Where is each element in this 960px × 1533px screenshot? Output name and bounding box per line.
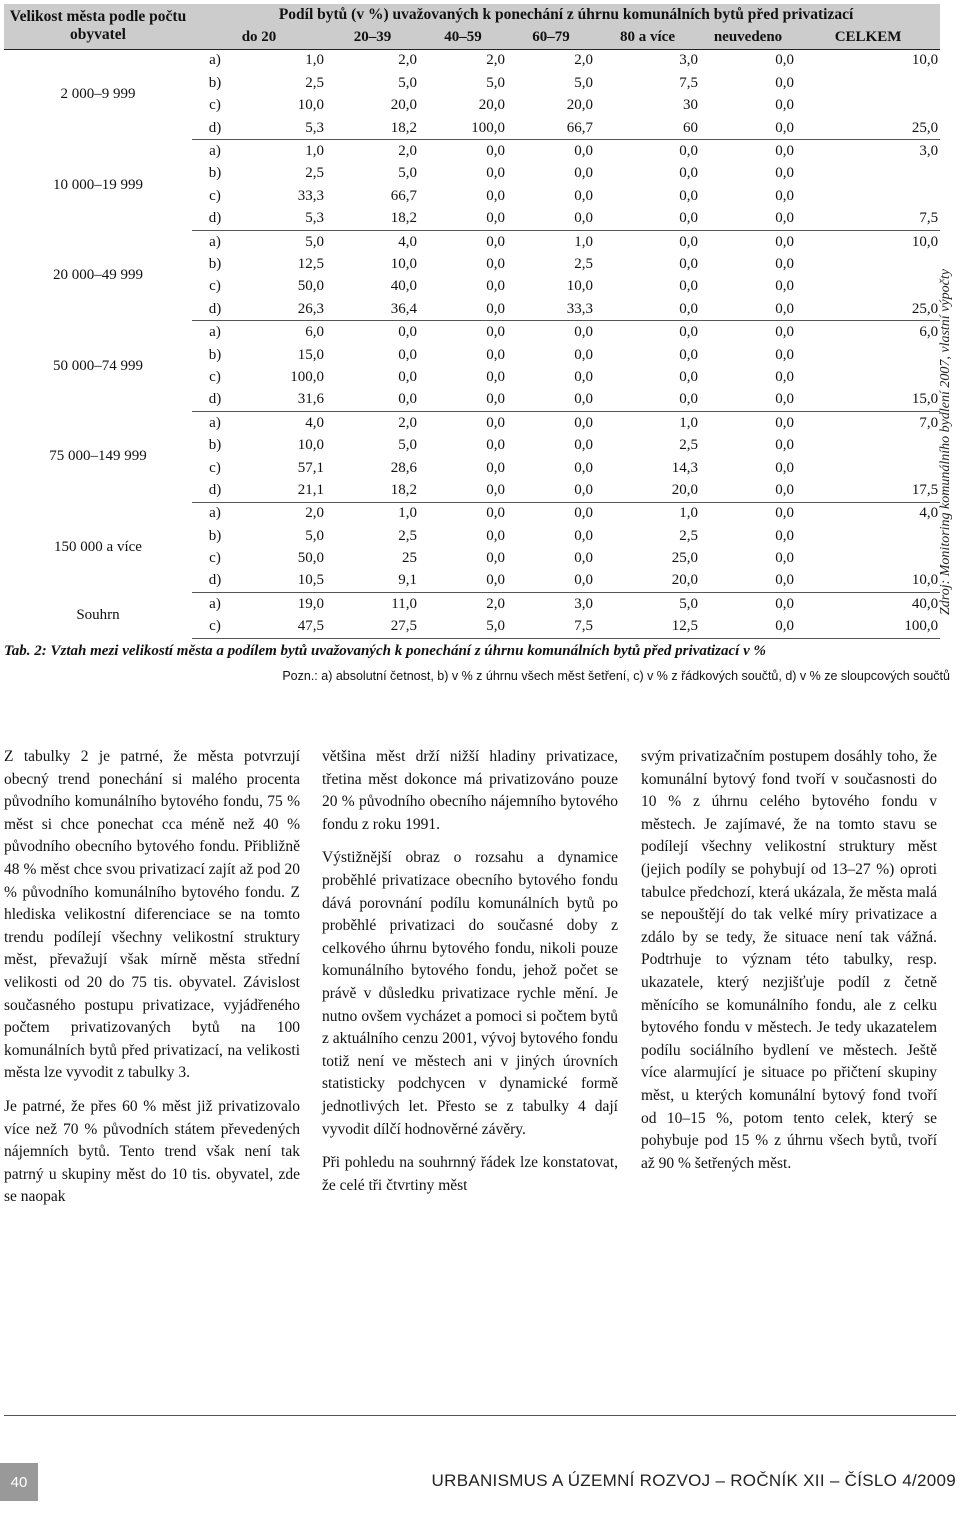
column-header: 20–39 xyxy=(326,26,419,49)
header-size-column: Velikost města podle počtu obyvatel xyxy=(4,4,192,49)
table-cell: 0,0 xyxy=(486,346,505,363)
table-cell: 0,0 xyxy=(679,368,698,385)
table-cell: 0,0 xyxy=(326,389,419,412)
table-cell: 0,0 xyxy=(775,527,794,544)
table-cell: 31,6 xyxy=(238,389,326,412)
table-cell: 5,3 xyxy=(238,208,326,231)
table-cell: 1,0 xyxy=(679,414,698,431)
row-label: a) xyxy=(209,324,221,341)
row-label: b) xyxy=(208,437,222,454)
table-cell: 5,0 xyxy=(398,165,417,182)
table-note: Pozn.: a) absolutní četnost, b) v % z úhrnu všech měst šetření, c) v % z řádkových součtů, d) v % ze sloupcových součtů xyxy=(282,669,950,683)
row-label: a) xyxy=(209,505,221,522)
table-cell: 0,0 xyxy=(486,368,505,385)
table-cell: 40,0 xyxy=(390,278,417,295)
row-label: c) xyxy=(209,368,221,385)
column-header: 40–59 xyxy=(419,26,507,49)
table-cell: 0,0 xyxy=(398,368,417,385)
row-label: c) xyxy=(209,550,221,567)
row-label: d) xyxy=(192,117,238,140)
table-cell: 0,0 xyxy=(486,527,505,544)
column-header: 80 a více xyxy=(595,26,700,49)
table-caption: Tab. 2: Vztah mezi velikostí města a podílem bytů uvažovaných k ponechání z úhrnu komunálních bytů před privatizací v % xyxy=(4,643,766,659)
row-label: b) xyxy=(208,165,222,182)
table-cell: 2,0 xyxy=(574,52,593,69)
row-label: d) xyxy=(192,298,238,321)
column-header: 60–79 xyxy=(507,26,595,49)
table-cell: 10,0 xyxy=(297,437,324,454)
table-cell: 0,0 xyxy=(679,255,698,272)
table-cell: 0,0 xyxy=(574,437,593,454)
text-column-3 xyxy=(641,746,937,1186)
table-cell: 0,0 xyxy=(775,324,794,341)
table-body xyxy=(4,49,940,638)
table-cell: 10,0 xyxy=(796,570,940,593)
table-cell: 0,0 xyxy=(398,346,417,363)
table-cell: 20,0 xyxy=(566,97,593,114)
row-label: c) xyxy=(209,459,221,476)
table-cell: 0,0 xyxy=(700,117,796,140)
row-label: a) xyxy=(209,595,221,612)
table-cell: 3,0 xyxy=(919,143,939,160)
table-cell: 0,0 xyxy=(700,616,796,639)
table-cell: 0,0 xyxy=(507,389,595,412)
table-cell: 0,0 xyxy=(700,570,796,593)
table-cell: 0,0 xyxy=(775,278,794,295)
table-cell: 0,0 xyxy=(595,298,700,321)
table-cell xyxy=(796,434,940,456)
table-cell xyxy=(796,72,940,94)
table-cell: 0,0 xyxy=(700,298,796,321)
table-cell xyxy=(796,163,940,185)
table-cell: 0,0 xyxy=(574,143,593,160)
table-cell: 0,0 xyxy=(419,298,507,321)
table-cell xyxy=(796,344,940,366)
table-cell: 10,0 xyxy=(911,52,939,69)
table-cell: 0,0 xyxy=(775,346,794,363)
table-cell: 0,0 xyxy=(486,505,505,522)
table-cell: 0,0 xyxy=(419,479,507,502)
table-cell xyxy=(796,525,940,547)
table-row xyxy=(4,140,940,163)
table-cell xyxy=(796,253,940,275)
header-share-title: Podíl bytů (v %) uvažovaných k ponechání z úhrnu komunálních bytů před privatizací xyxy=(192,4,940,26)
table-cell: 0,0 xyxy=(775,595,794,612)
table-cell: 0,0 xyxy=(775,187,794,204)
table-cell: 20,0 xyxy=(595,570,700,593)
table-cell: 2,5 xyxy=(574,255,593,272)
table-cell: 0,0 xyxy=(679,187,698,204)
table-cell xyxy=(796,366,940,388)
city-size-label: 50 000–74 999 xyxy=(53,357,143,374)
table-cell: 0,0 xyxy=(679,346,698,363)
table-cell: 1,0 xyxy=(305,52,324,69)
table-cell: 12,5 xyxy=(595,616,700,639)
table-cell: 0,0 xyxy=(574,165,593,182)
table-cell xyxy=(796,185,940,207)
table-cell: 0,0 xyxy=(486,187,505,204)
table-cell: 0,0 xyxy=(419,208,507,231)
paragraph: Výstižnější obraz o rozsahu a dynamice proběhlé privatizace obecního bytového fondu dává porovnání podílu komunálních bytů po proběhlé privatizaci do současné doby z celkového úhrnu bytového fondu, nikoli pouze komunálního bytového fondu, jehož počet se právě v důsledku privatizace rychle mění. Je nutno ovšem vycházet a pomoci si počtem bytů z aktuálního cenzu 2001, vývoj bytového fondu totiž není ve městech ani v jiných úrovních statisticky podchycen v dynamické formě jednotlivých let. Přesto se z tabulky 4 dají vyvodit dílčí hodnověrné závěry. xyxy=(322,849,618,1138)
table-cell: 0,0 xyxy=(486,233,505,250)
table-cell: 1,0 xyxy=(679,505,698,522)
table-row xyxy=(4,230,940,253)
table-cell: 1,0 xyxy=(574,233,593,250)
row-label: b) xyxy=(208,527,222,544)
table-cell: 25,0 xyxy=(671,550,698,567)
table-cell: 10,0 xyxy=(911,233,939,250)
table-cell: 7,5 xyxy=(679,74,698,91)
table-cell: 15,0 xyxy=(297,346,324,363)
table-cell: 5,3 xyxy=(238,117,326,140)
table-cell: 0,0 xyxy=(679,143,698,160)
table-cell: 0,0 xyxy=(486,437,505,454)
paragraph: svým privatizačním postupem dosáhly toho, že komunální bytový fond tvoří v současnosti do 10 % z úhrnu celého bytového fondu v městech. Je zajímavé, že na tomto stavu se podílejí všechny velikostní struktury měst (jejich podíly se pohybují od 13–27 %) oproti tabulce předchozí, která ukázala, že města malá se nepouštějí do tak velké míry privatizace a zdálo by se tedy, že situace není tak vážná. Podtrhuje to význam této tabulky, resp. ukazatele, který nezjišťuje podíl z četně měnícího se komunálního fondu, ale z celku bytového fondu v městech. Je tedy ukazatelem podílu sociálního bydlení ve městech. Ještě více alarmující je situace po přičtení skupiny měst, u kterých komunální bytový fond tvoří od 10–15 %, potom tento celek, který se pohybuje pod 15 % z úhrnu všech bytů, tvoří až 90 % šetřených měst. xyxy=(641,748,937,1172)
table-cell: 0,0 xyxy=(679,278,698,295)
table-cell: 9,1 xyxy=(326,570,419,593)
paragraph: většina měst drží nižší hladiny privatizace, třetina měst dokonce má privatizováno pouze 20 % původního obecního nájemního bytového fondu z roku 1991. xyxy=(322,748,618,833)
table-cell: 18,2 xyxy=(326,479,419,502)
table-cell: 20,0 xyxy=(478,97,505,114)
table-cell: 27,5 xyxy=(326,616,419,639)
city-size-label: 75 000–149 999 xyxy=(49,448,147,465)
footer-divider xyxy=(4,1415,956,1416)
table-cell: 0,0 xyxy=(574,346,593,363)
table-cell: 100,0 xyxy=(796,616,940,639)
table-cell: 0,0 xyxy=(700,208,796,231)
row-label: b) xyxy=(208,255,222,272)
table-cell: 14,3 xyxy=(671,459,698,476)
table-cell: 50,0 xyxy=(297,550,324,567)
table-cell: 28,6 xyxy=(390,459,417,476)
table-cell: 40,0 xyxy=(911,595,939,612)
table-cell: 0,0 xyxy=(775,143,794,160)
table-cell: 0,0 xyxy=(679,165,698,182)
table-cell: 0,0 xyxy=(507,479,595,502)
row-label: d) xyxy=(192,479,238,502)
row-label: b) xyxy=(208,346,222,363)
city-size-label: 2 000–9 999 xyxy=(60,86,136,103)
table-cell: 0,0 xyxy=(700,389,796,412)
table-cell: 2,0 xyxy=(486,595,505,612)
table-cell: 0,0 xyxy=(775,505,794,522)
table-cell: 10,0 xyxy=(566,278,593,295)
table-cell: 0,0 xyxy=(679,233,698,250)
table-cell: 4,0 xyxy=(305,414,324,431)
table-cell: 1,0 xyxy=(305,143,324,160)
table-cell: 0,0 xyxy=(775,414,794,431)
table-cell: 26,3 xyxy=(238,298,326,321)
table-cell: 17,5 xyxy=(796,479,940,502)
table-cell: 0,0 xyxy=(486,165,505,182)
table-cell: 0,0 xyxy=(574,505,593,522)
table-cell: 4,0 xyxy=(919,505,939,522)
table-cell: 0,0 xyxy=(574,550,593,567)
table-cell: 0,0 xyxy=(775,233,794,250)
table-cell: 60 xyxy=(595,117,700,140)
column-header: neuvedeno xyxy=(700,26,796,49)
table-row xyxy=(4,412,940,435)
table-cell: 0,0 xyxy=(486,459,505,476)
row-label: a) xyxy=(209,233,221,250)
paragraph: Při pohledu na souhrnný řádek lze konstatovat, že celé tři čtvrtiny měst xyxy=(322,1154,618,1194)
table-cell: 0,0 xyxy=(574,527,593,544)
table-cell: 11,0 xyxy=(391,595,417,612)
table-cell: 66,7 xyxy=(507,117,595,140)
row-label: d) xyxy=(192,208,238,231)
text-column-2 xyxy=(322,746,618,1208)
table-cell: 4,0 xyxy=(398,233,417,250)
table-cell: 0,0 xyxy=(574,459,593,476)
table-cell: 0,0 xyxy=(775,97,794,114)
table-cell: 10,0 xyxy=(390,255,417,272)
table-cell: 5,0 xyxy=(305,527,324,544)
table-cell: 20,0 xyxy=(595,479,700,502)
table-cell: 20,0 xyxy=(390,97,417,114)
table-cell: 5,0 xyxy=(574,74,593,91)
table-cell: 2,5 xyxy=(305,74,324,91)
table-cell: 47,5 xyxy=(238,616,326,639)
table-cell: 0,0 xyxy=(595,389,700,412)
table-cell: 0,0 xyxy=(574,368,593,385)
row-label: c) xyxy=(192,616,238,639)
source-note: Zdroj: Monitoring komunálního bydlení 2007, vlastní výpočty xyxy=(938,269,953,615)
data-table xyxy=(4,4,940,639)
row-label: a) xyxy=(209,143,221,160)
table-cell: 15,0 xyxy=(796,389,940,412)
text-column-1 xyxy=(4,746,300,1220)
table-cell: 10,5 xyxy=(238,570,326,593)
table-cell: 19,0 xyxy=(297,595,324,612)
table-cell: 5,0 xyxy=(679,595,698,612)
table-cell: 5,0 xyxy=(486,74,505,91)
table-cell: 0,0 xyxy=(574,324,593,341)
table-cell: 66,7 xyxy=(390,187,417,204)
table-cell: 0,0 xyxy=(679,324,698,341)
table-cell: 0,0 xyxy=(775,74,794,91)
table-cell: 6,0 xyxy=(305,324,324,341)
table-cell: 5,0 xyxy=(398,437,417,454)
table-cell: 18,2 xyxy=(326,117,419,140)
row-label: c) xyxy=(209,97,221,114)
table-cell: 0,0 xyxy=(507,570,595,593)
table-cell: 0,0 xyxy=(775,459,794,476)
row-label: d) xyxy=(192,570,238,593)
row-label: a) xyxy=(209,52,221,69)
table-cell: 21,1 xyxy=(238,479,326,502)
data-table-wrapper xyxy=(4,4,940,635)
table-cell: 0,0 xyxy=(507,208,595,231)
row-label: a) xyxy=(209,414,221,431)
table-cell: 2,5 xyxy=(679,527,698,544)
table-cell: 5,0 xyxy=(305,233,324,250)
table-row xyxy=(4,502,940,525)
table-cell: 6,0 xyxy=(919,324,939,341)
table-cell: 7,5 xyxy=(507,616,595,639)
table-cell: 100,0 xyxy=(290,368,324,385)
row-label: c) xyxy=(209,187,221,204)
table-cell: 12,5 xyxy=(297,255,324,272)
table-cell: 30 xyxy=(683,97,698,114)
city-size-label: 10 000–19 999 xyxy=(53,176,143,193)
table-cell: 18,2 xyxy=(326,208,419,231)
table-cell: 0,0 xyxy=(775,255,794,272)
table-cell: 0,0 xyxy=(700,479,796,502)
table-cell: 0,0 xyxy=(419,389,507,412)
table-cell: 0,0 xyxy=(486,255,505,272)
table-cell: 10,0 xyxy=(297,97,324,114)
table-cell: 36,4 xyxy=(326,298,419,321)
table-cell: 0,0 xyxy=(486,550,505,567)
table-cell xyxy=(796,457,940,479)
table-cell: 3,0 xyxy=(574,595,593,612)
table-cell: 2,0 xyxy=(398,52,417,69)
table-cell: 0,0 xyxy=(595,208,700,231)
table-cell: 7,0 xyxy=(919,414,939,431)
table-cell: 50,0 xyxy=(297,278,324,295)
table-cell: 0,0 xyxy=(775,550,794,567)
table-cell: 1,0 xyxy=(398,505,417,522)
table-cell: 3,0 xyxy=(679,52,698,69)
table-cell: 2,5 xyxy=(679,437,698,454)
paragraph: Z tabulky 2 je patrné, že města potvrzují obecný trend ponechání si malého procenta původního komunálního bytového fondu, 75 % měst si chce ponechat cca méně než 40 % původního obecního bytového fondu. Přibližně 48 % měst chce svou privatizací zajít až pod 20 % původního komunálního bytového fondu. Z hlediska velikostní diferenciace se na tomto trendu podílejí všechny velikostní struktury měst, převažují však mírně města střední velikosti od 20 do 75 tis. obyvatel. Závislost současného postupu privatizace, vyjádřeného počtem privatizovaných bytů na 100 komunálních bytů před privatizací, na velikosti města lze vyvodit z tabulky 3. xyxy=(4,748,300,1082)
table-cell: 0,0 xyxy=(775,368,794,385)
city-size-label: Souhrn xyxy=(76,607,120,624)
table-cell xyxy=(796,95,940,117)
row-label: c) xyxy=(209,278,221,295)
table-cell xyxy=(796,276,940,298)
city-size-label: 150 000 a více xyxy=(54,538,142,555)
table-cell: 2,0 xyxy=(486,52,505,69)
row-label: b) xyxy=(208,74,222,91)
table-cell: 0,0 xyxy=(775,52,794,69)
table-row xyxy=(4,321,940,344)
table-cell: 2,0 xyxy=(398,143,417,160)
table-cell: 0,0 xyxy=(486,324,505,341)
table-cell: 7,5 xyxy=(796,208,940,231)
table-cell: 2,5 xyxy=(398,527,417,544)
table-cell: 33,3 xyxy=(297,187,324,204)
table-cell: 2,0 xyxy=(305,505,324,522)
column-header: CELKEM xyxy=(796,26,940,49)
journal-footer: URBANISMUS A ÚZEMNÍ ROZVOJ – ROČNÍK XII – ČÍSLO 4/2009 xyxy=(431,1471,956,1490)
table-cell: 25,0 xyxy=(796,117,940,140)
column-header: do 20 xyxy=(192,26,326,49)
table-cell: 0,0 xyxy=(486,143,505,160)
table-cell: 0,0 xyxy=(486,414,505,431)
city-size-label: 20 000–49 999 xyxy=(53,267,143,284)
table-cell: 2,5 xyxy=(305,165,324,182)
table-cell: 0,0 xyxy=(419,570,507,593)
table-cell: 5,0 xyxy=(398,74,417,91)
table-row xyxy=(4,49,940,72)
paragraph: Je patrné, že přes 60 % měst již privatizovalo více než 70 % původních státem převedených nájemních bytů. Tento trend však není tak patrný u skupiny měst do 10 tis. obyvatel, zde se naopak xyxy=(4,1097,300,1206)
table-cell: 33,3 xyxy=(507,298,595,321)
table-cell: 0,0 xyxy=(574,187,593,204)
page-number: 40 xyxy=(0,1463,38,1501)
table-cell: 2,0 xyxy=(398,414,417,431)
table-row xyxy=(4,593,940,616)
table-cell xyxy=(796,547,940,569)
table-cell: 25 xyxy=(402,550,417,567)
table-cell: 57,1 xyxy=(297,459,324,476)
table-cell: 0,0 xyxy=(574,414,593,431)
table-cell: 5,0 xyxy=(419,616,507,639)
table-cell: 0,0 xyxy=(775,165,794,182)
table-cell: 25,0 xyxy=(796,298,940,321)
table-cell: 0,0 xyxy=(775,437,794,454)
row-label: d) xyxy=(192,389,238,412)
table-cell: 0,0 xyxy=(486,278,505,295)
table-cell: 0,0 xyxy=(398,324,417,341)
table-cell: 100,0 xyxy=(419,117,507,140)
